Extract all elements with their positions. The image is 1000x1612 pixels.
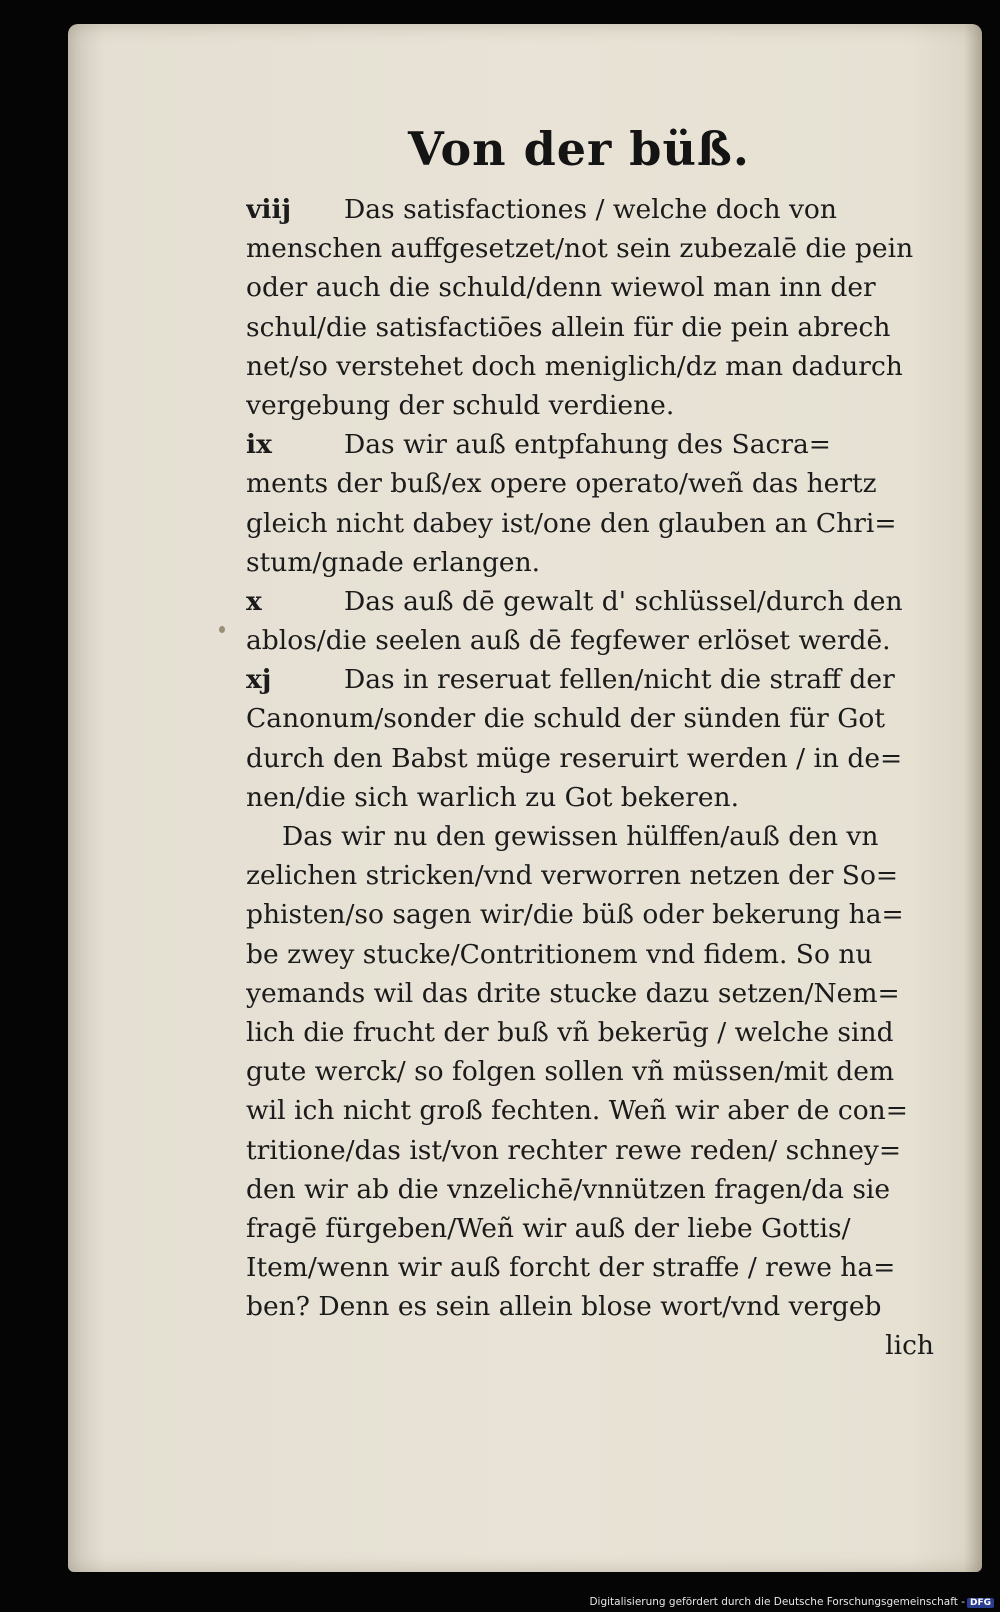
credit-text: Digitalisierung gefördert durch die Deutsche Forschungsgemeinschaft - bbox=[589, 1596, 965, 1608]
article-number: xj bbox=[246, 664, 272, 696]
text-line bbox=[246, 621, 946, 660]
digitization-credit bbox=[589, 1596, 994, 1608]
line-text: Das satisfactiones / welche doch von bbox=[344, 194, 837, 225]
dfg-logo: DFG bbox=[967, 1598, 994, 1608]
line-text: vergebung der schuld verdiene. bbox=[246, 389, 675, 421]
text-line bbox=[246, 386, 946, 425]
text-line bbox=[246, 1052, 946, 1091]
text-line bbox=[246, 229, 946, 268]
line-text: fragē fürgeben/Weñ wir auß der liebe Gottis/ bbox=[246, 1212, 851, 1244]
line-text: Das wir nu den gewissen hülffen/auß den vn bbox=[282, 821, 879, 852]
article-number: viij bbox=[246, 194, 292, 225]
line-text: durch den Babst müge reseruirt werden / in de= bbox=[246, 742, 903, 774]
text-line bbox=[246, 464, 946, 503]
line-text: menschen auffgesetzet/not sein zubezalē die pein bbox=[246, 233, 914, 265]
text-line bbox=[246, 190, 946, 229]
line-text: Canonum/sonder die schuld der sünden für Got bbox=[246, 703, 885, 735]
line-text: Das wir auß entpfahung des Sacra= bbox=[344, 429, 832, 461]
line-text: phisten/so sagen wir/die büß oder bekerung ha= bbox=[246, 899, 904, 931]
article-number: ix bbox=[246, 429, 272, 461]
text-line bbox=[246, 1209, 946, 1248]
page-edge-shadow bbox=[964, 24, 982, 1572]
text-line bbox=[246, 739, 946, 778]
article-number: x bbox=[246, 585, 262, 617]
text-line bbox=[246, 935, 946, 974]
line-text: den wir ab die vnzelichē/vnnützen fragen/da sie bbox=[246, 1173, 891, 1205]
line-text: Das in reseruat fellen/nicht die straff der bbox=[344, 664, 895, 696]
text-line bbox=[246, 425, 946, 464]
text-line bbox=[246, 1287, 946, 1326]
line-text: lich bbox=[885, 1330, 934, 1362]
text-line bbox=[246, 1013, 946, 1052]
text-line bbox=[246, 817, 946, 856]
text-line bbox=[246, 347, 946, 386]
line-text: tritione/das ist/von rechter rewe reden/ schney= bbox=[246, 1134, 902, 1166]
ink-spot bbox=[219, 626, 225, 633]
line-text: Item/wenn wir auß forcht der straffe / rewe ha= bbox=[246, 1252, 896, 1284]
text-line bbox=[246, 504, 946, 543]
text-line bbox=[246, 1326, 946, 1365]
text-line bbox=[246, 268, 946, 307]
text-line bbox=[246, 778, 946, 817]
line-text: be zwey stucke/Contritionem vnd fidem. So nu bbox=[246, 938, 873, 970]
line-text: net/so verstehet doch meniglich/dz man dadurch bbox=[246, 350, 903, 382]
text-line bbox=[246, 699, 946, 738]
line-text: stum/gnade erlangen. bbox=[246, 546, 541, 578]
text-line bbox=[246, 1131, 946, 1170]
text-line bbox=[246, 543, 946, 582]
text-line bbox=[246, 1170, 946, 1209]
line-text: ments der buß/ex opere operato/weñ das hertz bbox=[246, 468, 877, 500]
line-text: oder auch die schuld/denn wiewol man inn der bbox=[246, 272, 876, 304]
text-line bbox=[246, 582, 946, 621]
line-text: nen/die sich warlich zu Got bekeren. bbox=[246, 781, 740, 813]
page-heading: Von der büß. bbox=[408, 122, 750, 176]
line-text: schul/die satisfactiōes allein für die pein abrech bbox=[246, 311, 891, 343]
book-page bbox=[68, 24, 982, 1572]
text-line bbox=[246, 1091, 946, 1130]
line-text: lich die frucht der buß vñ bekerūg / welche sind bbox=[246, 1016, 894, 1048]
line-text: Das auß dē gewalt d' schlüssel/durch den bbox=[344, 585, 903, 617]
line-text: wil ich nicht groß fechten. Weñ wir aber de con= bbox=[246, 1095, 908, 1127]
text-line bbox=[246, 974, 946, 1013]
text-line bbox=[246, 1248, 946, 1287]
line-text: ben? Denn es sein allein blose wort/vnd vergeb bbox=[246, 1291, 882, 1323]
text-line bbox=[246, 895, 946, 934]
line-text: ablos/die seelen auß dē fegfewer erlöset werdē. bbox=[246, 625, 891, 657]
text-line bbox=[246, 308, 946, 347]
text-line bbox=[246, 856, 946, 895]
line-text: gute werck/ so folgen sollen vñ müssen/mit dem bbox=[246, 1056, 895, 1088]
line-text: gleich nicht dabey ist/one den glauben an Chri= bbox=[246, 507, 897, 539]
body-text bbox=[246, 190, 946, 1366]
line-text: zelichen stricken/vnd verworren netzen der So= bbox=[246, 860, 899, 892]
line-text: yemands wil das drite stucke dazu setzen/Nem= bbox=[246, 977, 900, 1009]
text-line bbox=[246, 660, 946, 699]
